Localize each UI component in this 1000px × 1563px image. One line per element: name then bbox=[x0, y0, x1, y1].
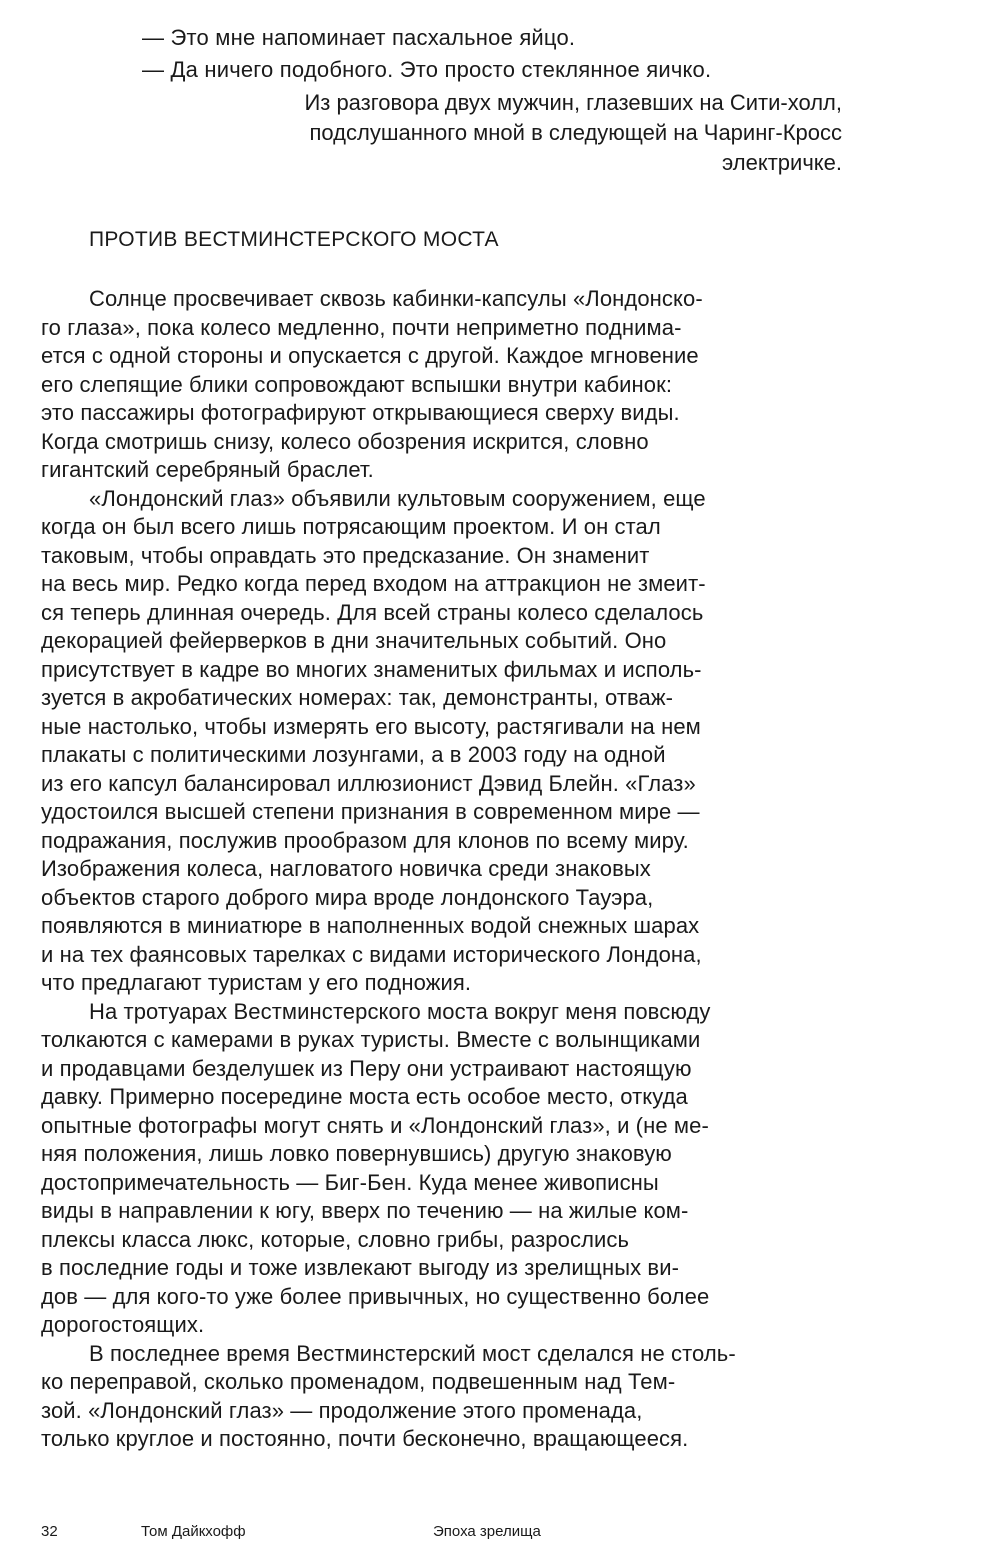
text-line: что предлагают туристам у его подножия. bbox=[41, 970, 472, 995]
text-line: опытные фотографы могут снять и «Лондонский глаз», и (не ме- bbox=[41, 1112, 709, 1138]
text-line: на весь мир. Редко когда перед входом на аттракцион не змеит- bbox=[41, 571, 706, 596]
text-line: виды в направлении к югу, вверх по течению — на жилые ком- bbox=[41, 1198, 689, 1223]
text-line: гигантский серебряный браслет. bbox=[41, 457, 374, 482]
epigraph-line: — Да ничего подобного. Это просто стеклянное яичко. bbox=[142, 57, 712, 82]
text-line: «Лондонский глаз» объявили культовым сооружением, еще bbox=[89, 485, 706, 511]
text-line: дорогостоящих. bbox=[41, 1312, 205, 1337]
epigraph-line: — Это мне напоминает пасхальное яйцо. bbox=[142, 25, 576, 50]
text-line: его слепящие блики сопровождают вспышки внутри кабинок: bbox=[41, 371, 673, 397]
text-line: из его капсул балансировал иллюзионист Дэвид Блейн. «Глаз» bbox=[41, 770, 696, 796]
text-line: В последнее время Вестминстерский мост сделался не столь- bbox=[89, 1340, 736, 1366]
text-line: Изображения колеса, нагловатого новичка среди знаковых bbox=[41, 856, 651, 881]
text-line: Солнце просвечивает сквозь кабинки-капсулы «Лондонско- bbox=[89, 286, 703, 311]
epigraph-source-line: электричке. bbox=[722, 150, 842, 175]
body-text bbox=[41, 285, 841, 1454]
text-line: и на тех фаянсовых тарелках с видами исторического Лондона, bbox=[41, 941, 702, 967]
epigraph bbox=[142, 22, 842, 86]
text-line: появляются в миниатюре в наполненных водой снежных шарах bbox=[41, 913, 700, 938]
text-line: декорацией фейерверков в дни значительных событий. Оно bbox=[41, 628, 667, 653]
text-line: няя положения, лишь ловко повернувшись) другую знаковую bbox=[41, 1141, 672, 1166]
epigraph-source bbox=[142, 88, 842, 178]
text-line: зой. «Лондонский глаз» — продолжение этого променада, bbox=[41, 1397, 643, 1423]
text-line: дов — для кого-то уже более привычных, но существенно более bbox=[41, 1283, 710, 1309]
text-line: ко переправой, сколько променадом, подвешенным над Тем- bbox=[41, 1369, 676, 1394]
text-line: это пассажиры фотографируют открывающиеся сверху виды. bbox=[41, 400, 680, 425]
text-line: го глаза», пока колесо медленно, почти неприметно поднима- bbox=[41, 314, 682, 340]
text-line: зуется в акробатических номерах: так, демонстранты, отваж- bbox=[41, 685, 674, 710]
text-line: в последние годы и тоже извлекают выгоду из зрелищных ви- bbox=[41, 1255, 680, 1280]
footer-book-title: Эпоха зрелища bbox=[433, 1523, 541, 1540]
text-line: На тротуарах Вестминстерского моста вокруг меня повсюду bbox=[89, 998, 711, 1024]
footer-author: Том Дайкхофф bbox=[141, 1523, 246, 1540]
text-line: ся теперь длинная очередь. Для всей страны колесо сделалось bbox=[41, 599, 704, 625]
text-line: таковым, чтобы оправдать это предсказание. Он знаменит bbox=[41, 542, 650, 568]
text-line: ные настолько, чтобы измерять его высоту, растягивали на нем bbox=[41, 713, 701, 739]
text-line: объектов старого доброго мира вроде лондонского Тауэра, bbox=[41, 884, 654, 910]
text-line: удостоился высшей степени признания в современном мире — bbox=[41, 799, 700, 824]
text-line: плакаты с политическими лозунгами, а в 2003 году на одной bbox=[41, 742, 666, 767]
text-line: и продавцами безделушек из Перу они устраивают настоящую bbox=[41, 1055, 692, 1081]
text-line: подражания, послужив прообразом для клонов по всему миру. bbox=[41, 827, 689, 853]
text-line: плексы класса люкс, которые, словно грибы, разрослись bbox=[41, 1226, 630, 1252]
epigraph-source-line: подслушанного мной в следующей на Чаринг-Кросс bbox=[309, 120, 842, 145]
text-line: толкаются с камерами в руках туристы. Вместе с волынщиками bbox=[41, 1027, 701, 1052]
text-line: давку. Примерно посередине моста есть особое место, откуда bbox=[41, 1084, 688, 1109]
text-line: достопримечательность — Биг-Бен. Куда менее живописны bbox=[41, 1169, 659, 1195]
text-line: ется с одной стороны и опускается с другой. Каждое мгновение bbox=[41, 343, 699, 368]
epigraph-source-line: Из разговора двух мужчин, глазевших на Сити-холл, bbox=[304, 90, 842, 115]
text-line: только круглое и постоянно, почти бесконечно, вращающееся. bbox=[41, 1426, 689, 1451]
text-line: когда он был всего лишь потрясающим проектом. И он стал bbox=[41, 514, 661, 539]
text-line: присутствует в кадре во многих знаменитых фильмах и исполь- bbox=[41, 656, 702, 682]
page-number: 32 bbox=[41, 1523, 58, 1540]
section-heading: ПРОТИВ ВЕСТМИНСТЕРСКОГО МОСТА bbox=[89, 228, 499, 251]
text-line: Когда смотришь снизу, колесо обозрения искрится, словно bbox=[41, 428, 649, 454]
